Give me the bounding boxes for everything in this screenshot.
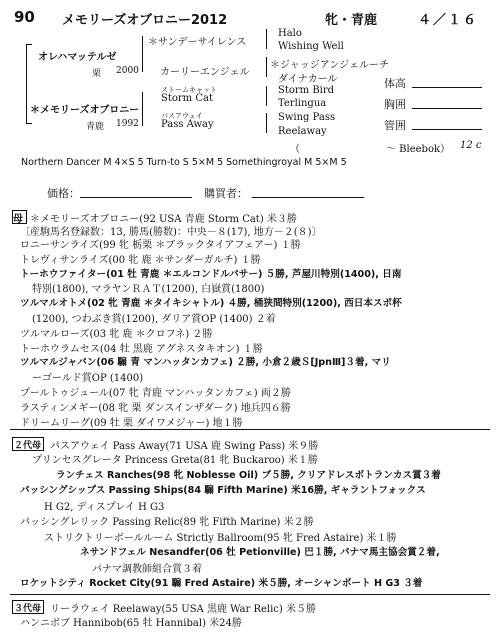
pedigree-text-line: ツルマルジャパン(06 騸 青 マンハッタンカフェ) ２勝, 小倉２歳Ｓ[JpnⅢ]３着, マリ: [20, 357, 391, 369]
sire-dam: カーリーエンジェル: [160, 67, 250, 78]
pedigree-text-line: トーホウラムセス(04 牡 黒鹿 アグネスタキオン) １勝: [20, 343, 263, 355]
dam-section-stats: 〔産駒馬名登録数：13, 勝馬(勝数)：中央－８(17), 地方－２(８)〕: [20, 227, 322, 238]
pedigree-text-line: ストリクトリーボールルーム Strictly Ballroom(95 牝 Fred Astaire) 米１勝: [44, 532, 397, 544]
dam-sire-kana: ストームキャット: [161, 86, 217, 94]
pedigree-bracket: [266, 113, 267, 133]
sire-year: 2000: [116, 66, 139, 76]
pedigree-text-line: H G2, ディスプレイ H G3: [44, 501, 165, 513]
g3-1: Halo: [278, 28, 302, 39]
chest-field[interactable]: [412, 108, 482, 109]
sire-color: 栗: [92, 69, 102, 79]
dam-sire: Storm Cat: [161, 93, 213, 104]
price-field[interactable]: [80, 197, 192, 198]
pedigree-text-line: ロケットシティ Rocket City(91 騸 Fred Astaire) 米５勝, オーシャンボート H G3 ３着: [20, 578, 423, 589]
price-label: 価格：: [47, 187, 80, 200]
sire-sire: ＊サンデーサイレンス: [148, 37, 247, 48]
g3-4: ダイナカール: [278, 74, 338, 85]
section-divider: [10, 594, 490, 595]
pedigree-bracket: [26, 44, 32, 45]
pedigree-text-line: ネサンドフェル Nesandfer(06 牡 Petionville) 巴１勝, パナマ馬主協会賞２着,: [80, 547, 440, 558]
pedigree-text-line: ランチェス Ranches(98 牝 Noblesse Oil) ブ５勝, クリアドレスボトランカス賞３着: [56, 469, 441, 481]
dam-section-tag: 母: [13, 214, 23, 225]
buyer-field[interactable]: [252, 197, 364, 198]
dam-year: 1992: [116, 119, 139, 129]
pedigree-text-line: ツルマルローズ(03 牝 鹿 ＊クロフネ) ２勝: [20, 328, 213, 340]
cannon-label: 管囲: [384, 119, 406, 132]
dam-section-heading: ＊メモリーズオブロニー(92 USA 青鹿 Storm Cat) 米３勝: [30, 214, 297, 225]
pedigree-text-line: 特別(1800), マラヤンＲＡＴ(1200), 白嶽賞(1800): [32, 284, 265, 296]
dam-dam: Pass Away: [161, 119, 214, 130]
pedigree-text-line: ラスティンメギー(08 牝 栗 ダンスインザダーク) 地兵四６勝: [20, 402, 291, 414]
pedigree-text-line: プリンセスグレータ Princess Greta(81 牝 Buckaroo) 米１勝: [32, 455, 318, 466]
pedigree-text-line: ツルマルオトメ(02 牝 青鹿 ＊タイキシャトル) ４勝, 桶狭間特別(1200), 西日本スポ杯: [20, 298, 402, 310]
chest-label: 胸囲: [384, 98, 406, 111]
pedigree-bracket: [142, 92, 143, 126]
g3-6: Terlingua: [278, 98, 327, 109]
pedigree-bracket: [266, 86, 267, 106]
pedigree-text-line: トレヴィサンライズ(00 牝 鹿 ＊サンダーガルチ) １勝: [20, 254, 261, 266]
pedigree-text-line: トーホウファイター(01 牡 青鹿 ＊エルコンドルパサー) ５勝, 芦屋川特別(1400), 日南: [20, 268, 402, 280]
section-divider: [10, 429, 490, 430]
g3-5: Storm Bird: [278, 85, 335, 96]
pedigree-text-line: プールトゥジュール(07 牝 青鹿 マンハッタンカフェ) 両２勝: [20, 388, 291, 399]
inbreeding-line: Northern Dancer M 4×S 5 Turn-to S 5×M 5 Somethingroyal M 5×M 5: [21, 157, 347, 168]
pedigree-note-paren: （: [290, 144, 300, 155]
g3-8: Reelaway: [278, 126, 327, 137]
cannon-field[interactable]: [412, 129, 482, 130]
pedigree-bracket: [266, 57, 267, 77]
dam-color: 青鹿: [86, 122, 105, 132]
pedigree-note-code: 12 c: [460, 140, 482, 151]
pedigree-text-line: ロニーサンライズ(99 牝 栃栗 ＊ブラックタイアフェアー) １勝: [20, 240, 301, 251]
second-dam-heading: パスアウェイ Pass Away(71 USA 鹿 Swing Pass) 米９勝: [50, 441, 319, 452]
buyer-label: 購買者：: [204, 187, 248, 200]
third-dam-heading: リーラウェイ Reelaway(55 USA 黒鹿 War Relic) 米５勝: [50, 604, 316, 615]
third-dam-tag: ３代母: [14, 604, 42, 614]
pedigree-note-bleebok: 〜 Bleebok）: [386, 144, 451, 155]
g3-7: Swing Pass: [278, 112, 336, 123]
pedigree-text-line: ーゴールド賞OP (1400): [32, 373, 144, 385]
pedigree-text-line: (1200), つわぶき賞(1200), ダリア賞OP (1400) ２着: [32, 314, 276, 325]
second-dam-tag: ２代母: [14, 441, 42, 451]
pedigree-bracket: [142, 36, 143, 72]
lot-number: 90: [14, 8, 35, 26]
sire-name: オレハマッテルゼ: [38, 52, 117, 63]
g3-3: ＊ジャッジアンジェルーチ: [270, 60, 389, 71]
pedigree-text-line: パッシングシップス Passing Ships(84 騸 Fifth Marine) 米16勝, ギャラントフォックス: [20, 485, 426, 496]
sex-color: 牝・青鹿: [325, 13, 378, 28]
dam-name: ＊メモリーズオブロニー: [30, 105, 140, 116]
pedigree-text-line: パナマ調教師組合賞３着: [92, 563, 202, 575]
height-field[interactable]: [412, 87, 482, 88]
pedigree-text-line: ドリームリーグ(09 牡 栗 ダイワメジャー) 地１勝: [20, 417, 243, 429]
dam-dam-kana: パスアウェイ: [161, 112, 203, 120]
pedigree-bracket: [26, 123, 32, 124]
pedigree-text-line: パッシングレリック Passing Relic(89 牝 Fifth Marine) 米２勝: [20, 517, 314, 528]
page-title: メモリーズオブロニー2012: [62, 13, 228, 28]
pedigree-text-line: ハンニボブ Hannibob(65 牡 Hannibal) 米24勝: [20, 618, 242, 629]
pedigree-bracket: [266, 29, 267, 49]
birth-date: ４／１６: [418, 13, 479, 28]
g3-2: Wishing Well: [278, 41, 344, 52]
height-label: 体高: [384, 77, 406, 90]
pedigree-bracket: [26, 44, 27, 124]
